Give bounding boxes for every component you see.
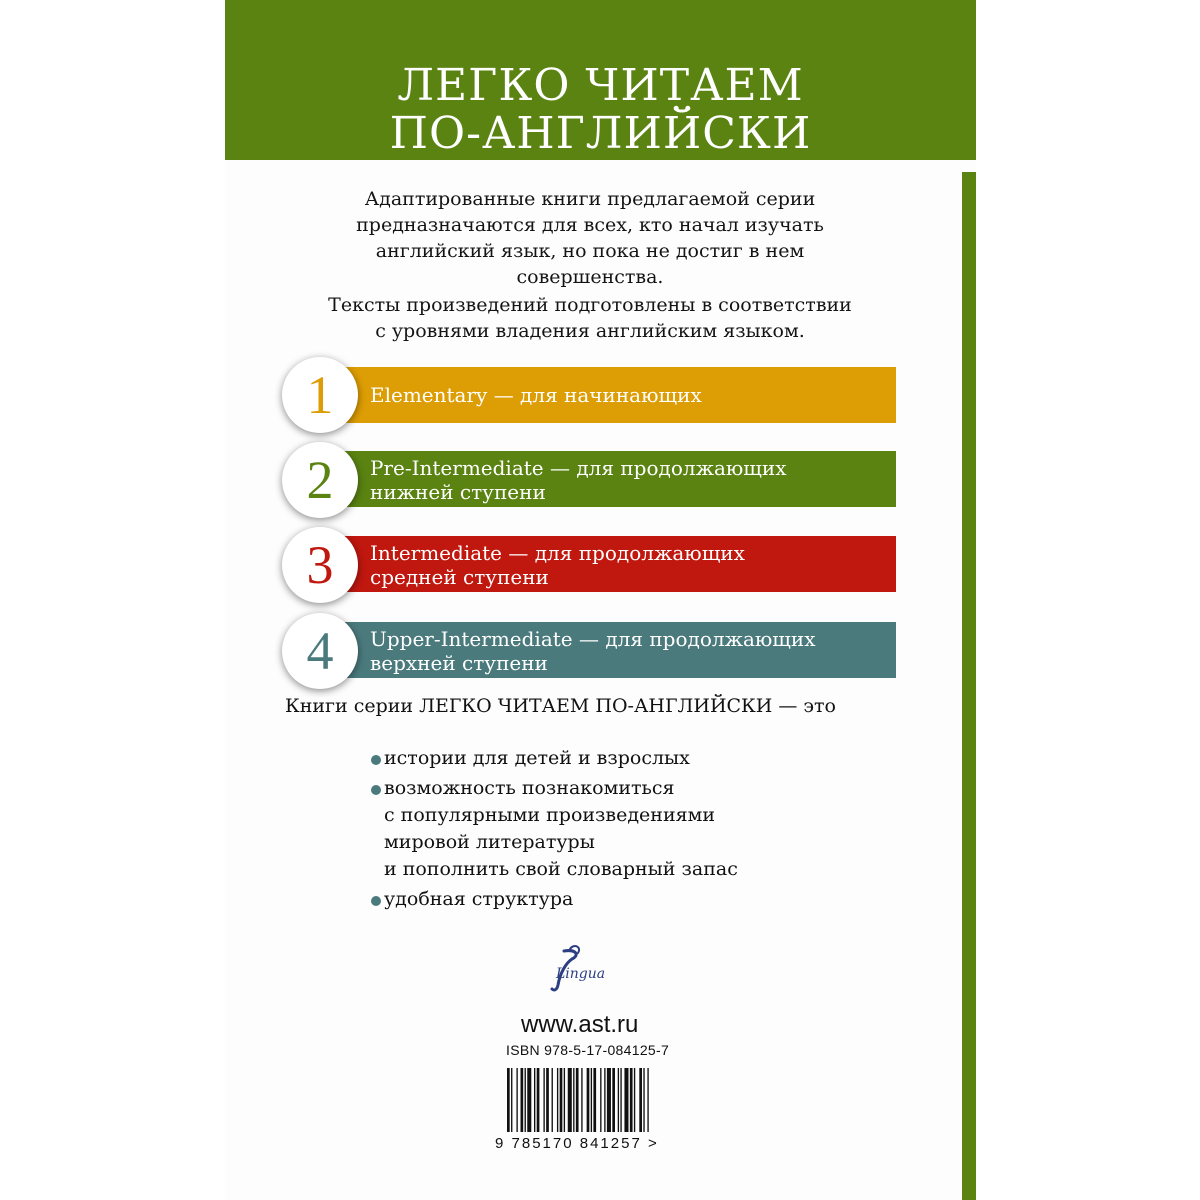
level-4-number-badge — [282, 613, 358, 689]
level-3-line: средней ступени — [370, 565, 549, 589]
features-list — [372, 745, 932, 916]
barcode-bar — [552, 1068, 553, 1132]
barcode-bar — [527, 1068, 531, 1132]
intro-line: совершенства. — [516, 266, 664, 288]
barcode-bar — [587, 1068, 590, 1132]
barcode-bar — [607, 1068, 611, 1132]
side-color-strip — [962, 172, 976, 1200]
barcode-bar — [643, 1068, 644, 1132]
barcode-bar — [634, 1068, 635, 1132]
barcode-bar — [557, 1068, 558, 1132]
barcode-bar — [546, 1068, 549, 1132]
intro-line: английский язык, но пока не достиг в нем — [375, 240, 805, 262]
intro-line: Тексты произведений подготовлены в соответствии — [328, 294, 852, 316]
level-2-number: 2 — [306, 450, 334, 510]
barcode-bar — [516, 1068, 517, 1132]
isbn-number: ISBN 978-5-17-084125-7 — [506, 1042, 670, 1058]
barcode-icon — [507, 1068, 703, 1132]
barcode-bar — [537, 1068, 540, 1132]
level-3-text — [370, 541, 890, 589]
barcode-bar — [618, 1068, 619, 1132]
barcode-bar — [576, 1068, 579, 1132]
list-item: удобная структура — [372, 886, 932, 913]
barcode-bar — [639, 1068, 642, 1132]
barcode-bar — [591, 1068, 592, 1132]
barcode-bar — [568, 1068, 572, 1132]
barcode-bar — [573, 1068, 574, 1132]
title-banner — [225, 0, 976, 160]
barcode-bar — [647, 1068, 648, 1132]
barcode-bar — [521, 1068, 524, 1132]
barcode-bar — [564, 1068, 565, 1132]
barcode-bar — [612, 1068, 615, 1132]
barcode-bar — [624, 1068, 628, 1132]
level-3-number: 3 — [306, 535, 334, 595]
barcode-bar — [507, 1068, 510, 1132]
series-description — [285, 693, 965, 719]
barcode-digits: 9 785170 841257 > — [495, 1135, 659, 1152]
level-2-number-badge — [282, 442, 358, 518]
list-item: возможность познакомиться с популярными произведениями мировой литературы и пополнить свой словарный запас — [372, 775, 932, 883]
intro-line: предназначаются для всех, кто начал изучать — [356, 214, 824, 236]
barcode-bar — [620, 1068, 621, 1132]
barcode-bar — [593, 1068, 596, 1132]
series-title — [225, 62, 976, 158]
series-name: ЛЕГКО ЧИТАЕМ ПО-АНГЛИЙСКИ — [419, 695, 773, 717]
level-4-line: Upper-Intermediate — для продолжающих — [370, 627, 816, 651]
publisher-logo-text: Lingua — [556, 966, 606, 982]
barcode-bar — [581, 1068, 582, 1132]
level-1-line: Elementary — для начинающих — [370, 383, 702, 407]
barcode-bar — [511, 1068, 512, 1132]
level-3-number-badge — [282, 527, 358, 603]
level-1-text — [370, 383, 890, 407]
barcode-bar — [534, 1068, 535, 1132]
intro-paragraph-1 — [280, 186, 900, 290]
barcode-bar — [604, 1068, 605, 1132]
level-1-number-badge — [282, 357, 358, 433]
barcode-bar — [630, 1068, 633, 1132]
list-item: истории для детей и взрослых — [372, 745, 932, 772]
series-title-line-2: ПО-АНГЛИЙСКИ — [389, 108, 812, 159]
bullet-dot-icon — [371, 785, 381, 795]
level-1-number: 1 — [306, 365, 334, 425]
level-4-line: верхней ступени — [370, 651, 548, 675]
level-4-text — [370, 627, 890, 675]
level-2-text — [370, 456, 890, 504]
publisher-website: www.ast.ru — [521, 1011, 639, 1038]
intro-line: с уровнями владения английским языком. — [375, 320, 805, 342]
bullet-dot-icon — [371, 755, 381, 765]
level-3-line: Intermediate — для продолжающих — [370, 541, 745, 565]
intro-line: Адаптированные книги предлагаемой серии — [364, 188, 816, 210]
barcode-bar — [600, 1068, 601, 1132]
intro-paragraph-2 — [280, 292, 900, 344]
barcode-bar — [525, 1068, 526, 1132]
level-2-line: Pre-Intermediate — для продолжающих — [370, 456, 787, 480]
level-2-line: нижней ступени — [370, 480, 546, 504]
series-prefix: Книги серии — [285, 695, 420, 717]
series-title-line-1: ЛЕГКО ЧИТАЕМ — [397, 60, 804, 111]
barcode-bar — [560, 1068, 563, 1132]
series-suffix: — это — [772, 695, 836, 717]
level-4-number: 4 — [306, 621, 334, 681]
barcode-bar — [543, 1068, 544, 1132]
bullet-dot-icon — [371, 896, 381, 906]
